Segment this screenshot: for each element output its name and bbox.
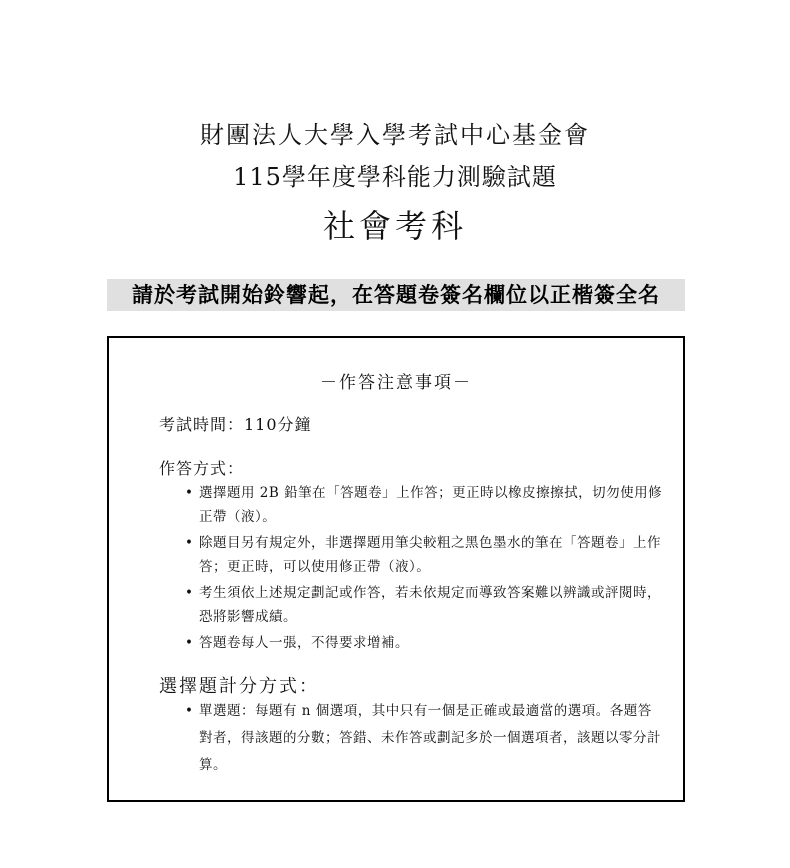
- list-item: • 除題目另有規定外，非選擇題用筆尖較粗之黑色墨水的筆在「答題卷」上作答；更正時，可以使用修正帶（液）。: [185, 531, 665, 579]
- list-item: • 單選題：每題有 n 個選項，其中只有一個是正確或最適當的選項。各題答對者，得該題的分數；答錯、未作答或劃記多於一個選項者，該題以零分計算。: [185, 698, 665, 779]
- notice-box-title: －作答注意事項－: [320, 373, 472, 393]
- exam-name-title: 115學年度學科能力測驗試題: [233, 163, 557, 191]
- notice-box: [107, 336, 685, 802]
- subject-title: 社會考科: [322, 207, 467, 245]
- list-item: • 答題卷每人一張，不得要求增補。: [185, 631, 665, 655]
- scoring-list: [185, 698, 665, 781]
- answer-method-list: [185, 481, 665, 657]
- list-item: • 考生須依上述規定劃記或作答，若未依規定而導致答案難以辨識或評閱時，恐將影響成績。: [185, 581, 665, 629]
- answer-method-label: 作答方式：: [159, 459, 245, 478]
- organization-title: 財團法人大學入學考試中心基金會: [200, 121, 590, 149]
- scoring-label: 選擇題計分方式：: [159, 676, 319, 697]
- exam-time: 考試時間：110分鐘: [159, 415, 312, 434]
- list-item: • 選擇題用 2B 鉛筆在「答題卷」上作答；更正時以橡皮擦擦拭，切勿使用修正帶（液）。: [185, 481, 665, 529]
- signature-instruction-banner: 請於考試開始鈴響起，在答題卷簽名欄位以正楷簽全名: [107, 279, 685, 311]
